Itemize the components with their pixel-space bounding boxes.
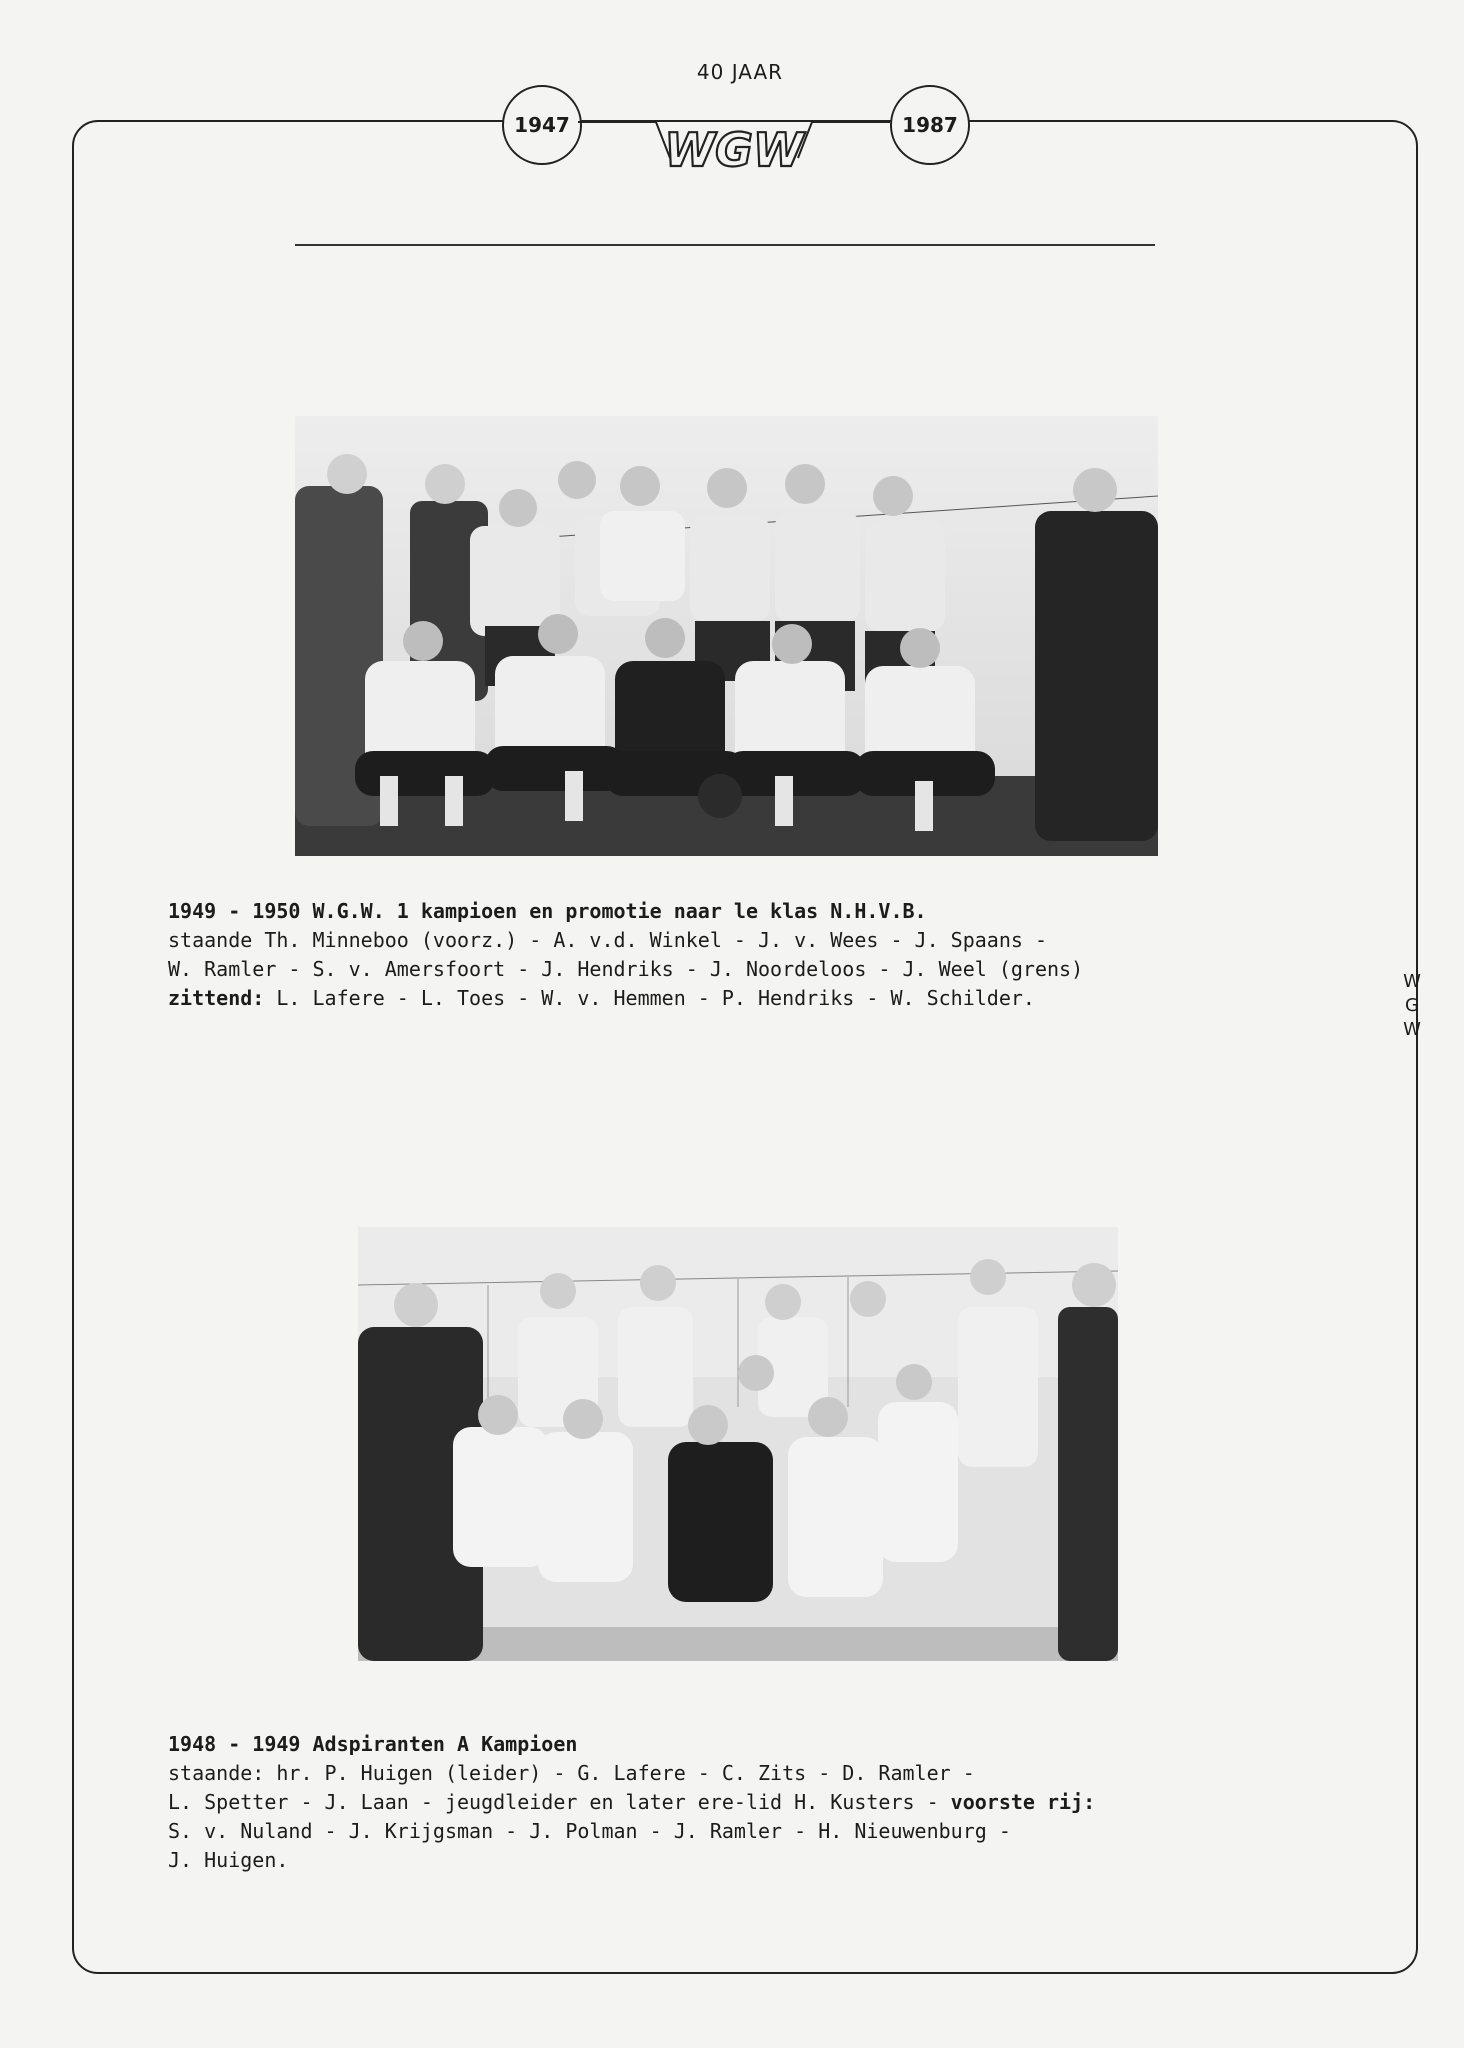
team-photo-1950 xyxy=(295,416,1158,856)
anniversary-title: 40 JAAR xyxy=(696,60,784,84)
page-frame xyxy=(72,120,1418,1974)
caption-1949 xyxy=(168,1730,1095,1875)
front-row-label: voorste rij: xyxy=(950,1790,1096,1814)
year-start-badge: 1947 xyxy=(502,85,582,165)
caption-1949-line xyxy=(168,1788,1095,1817)
caption-1950-heading: 1949 - 1950 W.G.W. 1 kampioen en promotie naar le klas N.H.V.B. xyxy=(168,899,927,923)
wgw-logo-text: WGW xyxy=(664,123,804,177)
year-end-badge: 1987 xyxy=(890,85,970,165)
caption-1949-line: J. Huigen. xyxy=(168,1848,289,1872)
side-marker-letter: W xyxy=(1403,971,1421,992)
side-marker xyxy=(1400,970,1424,1042)
wgw-logo xyxy=(578,100,890,180)
caption-1949-heading: 1948 - 1949 Adspiranten A Kampioen xyxy=(168,1732,578,1756)
top-rule xyxy=(295,244,1155,246)
side-marker-letter: G xyxy=(1405,995,1419,1016)
caption-1950-line: W. Ramler - S. v. Amersfoort - J. Hendriks - J. Noordeloos - J. Weel (grens) xyxy=(168,957,1084,981)
caption-1950-seated-line xyxy=(168,984,1083,1013)
seated-names: L. Lafere - L. Toes - W. v. Hemmen - P. Hendriks - W. Schilder. xyxy=(264,986,1035,1010)
caption-1949-line: S. v. Nuland - J. Krijgsman - J. Polman - J. Ramler - H. Nieuwenburg - xyxy=(168,1819,1011,1843)
team-photo-1949 xyxy=(358,1227,1118,1661)
caption-1950-line: staande Th. Minneboo (voorz.) - A. v.d. Winkel - J. v. Wees - J. Spaans - xyxy=(168,928,1047,952)
caption-1949-line: staande: hr. P. Huigen (leider) - G. Lafere - C. Zits - D. Ramler - xyxy=(168,1761,975,1785)
caption-1949-line2-text: L. Spetter - J. Laan - jeugdleider en later ere-lid H. Kusters - xyxy=(168,1790,951,1814)
seated-label: zittend: xyxy=(168,986,265,1010)
side-marker-letter: W xyxy=(1403,1019,1421,1040)
caption-1950 xyxy=(168,897,1083,1013)
